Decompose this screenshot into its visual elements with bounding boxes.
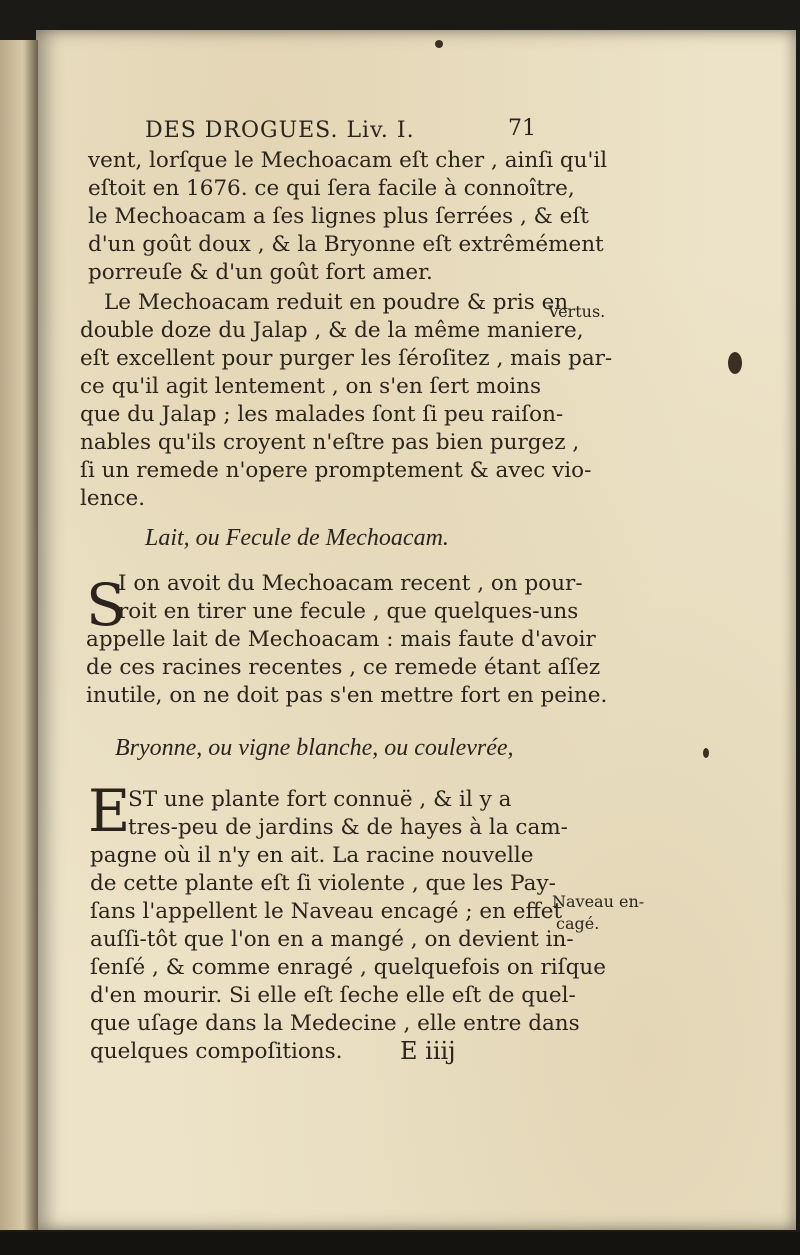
facing-page-edge bbox=[0, 40, 38, 1230]
ink-stain bbox=[703, 748, 709, 758]
text-line: ST une plante fort connuë , & il y a bbox=[128, 787, 512, 812]
margin-note-vertus: Vertus. bbox=[548, 302, 606, 321]
text-line: ſi un remede n'opere promptement & avec vio- bbox=[80, 458, 592, 483]
text-line: de ces racines recentes , ce remede étant aſſez bbox=[86, 655, 601, 680]
scan-border bbox=[0, 1232, 800, 1255]
section-heading: Lait, ou Fecule de Mechoacam. bbox=[145, 525, 449, 551]
text-line: tres-peu de jardins & de hayes à la cam- bbox=[128, 815, 568, 840]
text-line: que du Jalap ; les malades ſont ſi peu raiſon- bbox=[80, 402, 564, 427]
text-line: ſans l'appellent le Naveau encagé ; en effet bbox=[90, 899, 563, 924]
text-line: porreuſe & d'un goût fort amer. bbox=[88, 260, 433, 285]
text-line: vent, lorſque le Mechoacam eſt cher , ainſi qu'il bbox=[88, 148, 608, 173]
text-line: ce qu'il agit lentement , on s'en ſert moins bbox=[80, 374, 542, 399]
margin-note-naveau: cagé. bbox=[556, 914, 600, 933]
text-line: roit en tirer une fecule , que quelques-uns bbox=[118, 599, 579, 624]
text-line: I on avoit du Mechoacam recent , on pour- bbox=[118, 571, 583, 596]
margin-note-naveau: Naveau en- bbox=[552, 892, 645, 911]
text-line: nables qu'ils croyent n'eſtre pas bien purgez , bbox=[80, 430, 580, 455]
ink-stain bbox=[435, 40, 443, 48]
text-line: le Mechoacam a ſes lignes plus ſerrées , & eſt bbox=[88, 204, 589, 229]
ink-stain bbox=[728, 352, 742, 374]
signature-mark: E iiij bbox=[400, 1037, 456, 1065]
text-line: Le Mechoacam reduit en poudre & pris en bbox=[104, 290, 569, 315]
text-line: quelques compoſitions. bbox=[90, 1039, 343, 1064]
text-line: lence. bbox=[80, 486, 146, 511]
text-line: double doze du Jalap , & de la même maniere, bbox=[80, 318, 584, 343]
text-line: eſtoit en 1676. ce qui ſera facile à connoître, bbox=[88, 176, 575, 201]
drop-cap: E bbox=[88, 777, 131, 845]
text-line: eſt excellent pour purger les ſéroſitez , mais par- bbox=[80, 346, 613, 371]
page-number: 71 bbox=[508, 116, 536, 141]
text-line: appelle lait de Mechoacam : mais faute d'avoir bbox=[86, 627, 596, 652]
text-line: de cette plante eſt ſi violente , que les Pay- bbox=[90, 871, 556, 896]
text-line: que uſage dans la Medecine , elle entre dans bbox=[90, 1011, 580, 1036]
text-line: pagne où il n'y en ait. La racine nouvelle bbox=[90, 843, 534, 868]
text-line: inutile, on ne doit pas s'en mettre fort en peine. bbox=[86, 683, 608, 708]
drop-cap: S bbox=[86, 571, 126, 639]
text-line: d'un goût doux , & la Bryonne eſt extrêmément bbox=[88, 232, 604, 257]
section-heading: Bryonne, ou vigne blanche, ou coulevrée, bbox=[115, 735, 514, 761]
running-title: DES DROGUES. Liv. I. bbox=[145, 118, 415, 143]
text-line: auſſi-tôt que l'on en a mangé , on devient in- bbox=[90, 927, 574, 952]
text-line: d'en mourir. Si elle eſt ſeche elle eſt de quel- bbox=[90, 983, 576, 1008]
text-line: ſenſé , & comme enragé , quelquefois on riſque bbox=[90, 955, 606, 980]
